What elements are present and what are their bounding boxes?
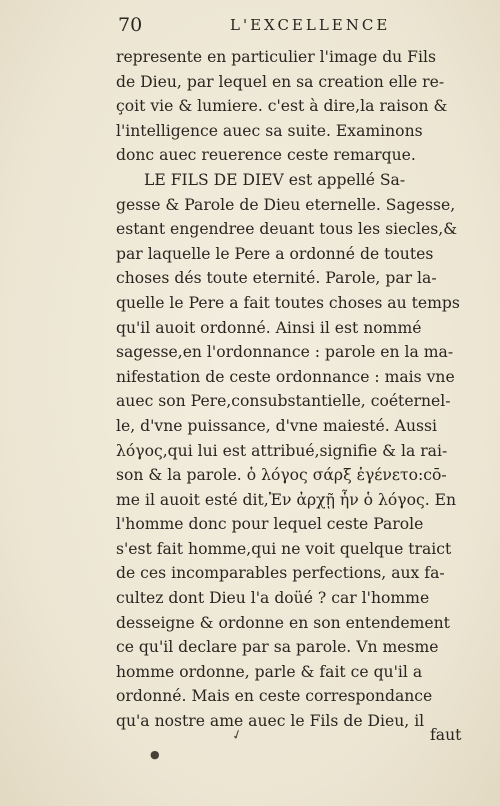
ink-dot-icon: ● xyxy=(150,748,160,761)
text-line: l'homme donc pour lequel ceste Parole xyxy=(116,515,424,534)
text-line: de Dieu, par lequel en sa creation elle re- xyxy=(116,72,445,91)
running-head: L'EXCELLENCE xyxy=(230,16,391,34)
text-line: par laquelle le Pere a ordonné de toutes xyxy=(116,244,434,263)
text-line: auec son Pere,consubstantielle, coéternel- xyxy=(116,392,451,411)
ink-mark-icon: ✓ xyxy=(229,726,246,745)
text-line: desseigne & ordonne en son entendement xyxy=(116,613,450,632)
text-line: sagesse,en l'ordonnance : parole en la ma- xyxy=(116,343,454,362)
text-line: donc auec reuerence ceste remarque. xyxy=(116,146,416,165)
text-line: ordonné. Mais en ceste correspondance xyxy=(116,687,433,706)
body-text xyxy=(116,45,476,734)
text-line: de ces incomparables perfections, aux fa- xyxy=(116,564,445,583)
text-line: LE FILS DE DIEV est appellé Sa- xyxy=(144,170,406,189)
text-line: quelle le Pere a fait toutes choses au temps xyxy=(116,293,460,312)
text-line: nifestation de ceste ordonnance : mais vne xyxy=(116,367,455,386)
page-header xyxy=(0,14,500,38)
text-line: qu'il auoit ordonné. Ainsi il est nommé xyxy=(116,318,422,337)
text-line: homme ordonne, parle & fait ce qu'il a xyxy=(116,662,423,681)
text-line: çoit vie & lumiere. c'est à dire,la raison & xyxy=(116,97,448,116)
text-line: ce qu'il declare par sa parole. Vn mesme xyxy=(116,638,439,657)
text-line: estant engendree deuant tous les siecles,& xyxy=(116,220,458,239)
text-line: qu'a nostre ame auec le Fils de Dieu, il xyxy=(116,712,425,731)
page-number: 70 xyxy=(118,14,143,36)
text-line: cultez dont Dieu l'a doüé ? car l'homme xyxy=(116,589,430,608)
text-line: s'est fait homme,qui ne voit quelque traict xyxy=(116,539,452,558)
text-line: me il auoit esté dit,Ἐν ἀρχῇ ἦν ὁ λόγος. En xyxy=(116,490,457,509)
text-line: represente en particulier l'image du Fils xyxy=(116,48,436,66)
catchword: faut xyxy=(430,726,462,744)
text-line: gesse & Parole de Dieu eternelle. Sagesse, xyxy=(116,195,456,214)
text-line: λόγος,qui lui est attribué,signifie & la rai- xyxy=(116,441,448,460)
text-line: choses dés toute eternité. Parole, par la- xyxy=(116,269,437,288)
text-line: son & la parole. ὁ λόγος σάρξ ἐγένετο:cō- xyxy=(116,466,447,485)
text-line: l'intelligence auec sa suite. Examinons xyxy=(116,121,423,140)
text-line: le, d'vne puissance, d'vne maiesté. Aussi xyxy=(116,416,437,435)
